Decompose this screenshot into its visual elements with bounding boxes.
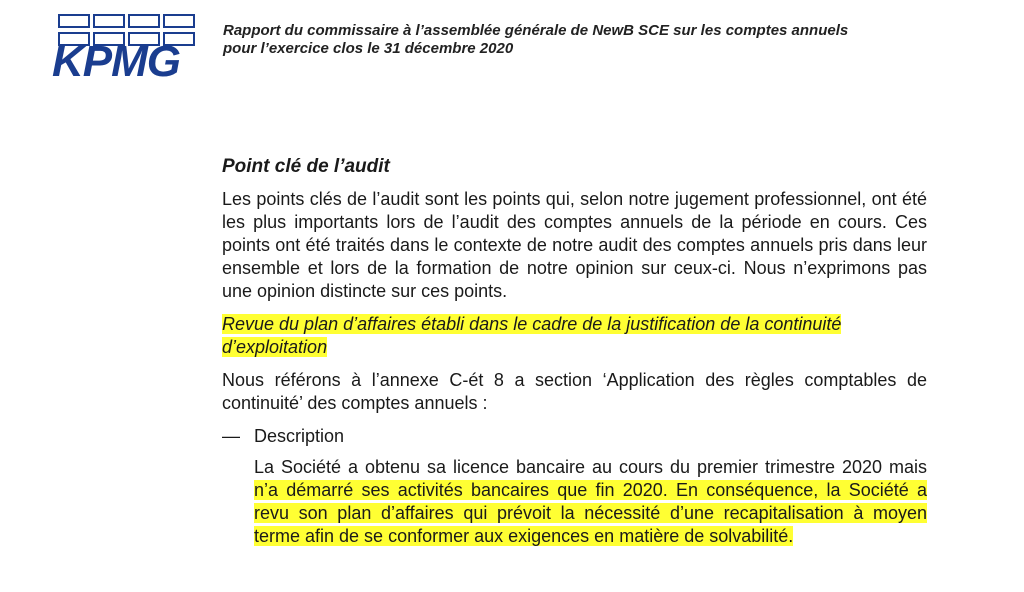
description-paragraph [254,456,927,548]
logo-box [128,14,160,28]
subheading-highlight: Revue du plan d’affaires établi dans le cadre de la justification de la continuité d’exploitation [222,314,842,357]
logo-box [163,14,195,28]
header-title-line2: pour l’exercice clos le 31 décembre 2020 [223,40,514,57]
logo-box [93,14,125,28]
description-highlight: n’a démarré ses activités bancaires que fin 2020. En conséquence, la Société a revu son plan d’affaires qui prévoit la nécessité d’une recapitalisation à moyen terme afin de se conformer aux exigences en matière de solvabilité. [254,480,927,546]
description-item [222,425,927,448]
kpmg-logo [52,14,194,84]
highlighted-subheading [222,313,927,359]
header-title-line1: Rapport du commissaire à l’assemblée générale de NewB SCE sur les comptes annuels [223,22,849,39]
logo-box [58,14,90,28]
reference-paragraph: Nous référons à l’annexe C-ét 8 a section ‘Application des règles comptables de continuité’ des comptes annuels : [222,370,927,413]
kpmg-logo-text: KPMG [52,37,180,86]
report-body [222,155,927,558]
dash-bullet: — [222,426,240,446]
intro-paragraph: Les points clés de l’audit sont les points qui, selon notre jugement professionnel, ont été les plus importants lors de l’audit des comptes annuels de la période en cours. Ces points ont été traités dans le contexte de notre audit des comptes annuels pris dans leur ensemble et lors de la formation de notre opinion sur ceux-ci. Nous n’exprimons pas une opinion distincte sur ces points. [222,189,927,301]
description-label: Description [254,426,345,446]
section-title: Point clé de l’audit [222,156,390,177]
description-text: La Société a obtenu sa licence bancaire au cours du premier trimestre 2020 mais [254,457,927,477]
report-header-title [223,22,943,58]
